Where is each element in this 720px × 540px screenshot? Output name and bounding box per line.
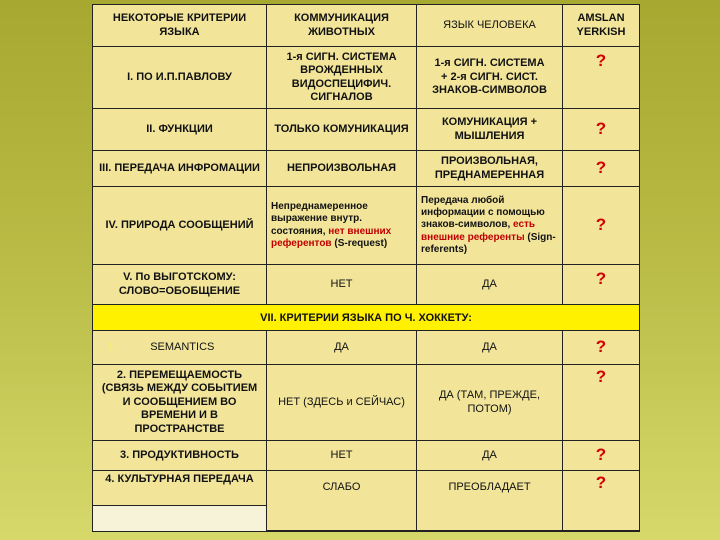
row5-animal: НЕТ (267, 265, 417, 305)
row5-amslan: ? (563, 265, 639, 305)
row1-animal: 1-я СИГН. СИСТЕМА ВРОЖДЕННЫХ ВИДОСПЕЦИФИЧ. СИГНАЛОВ (267, 47, 417, 109)
hockett1-label: SEMANTICS (150, 340, 215, 353)
hockett2-amslan: ? (563, 365, 639, 441)
hockett1-human: ДА (417, 331, 563, 365)
row3-amslan: ? (563, 151, 639, 187)
hockett4-human: ПРЕОБЛАДАЕТ (417, 471, 563, 531)
row3-animal: НЕПРОИЗВОЛЬНАЯ (267, 151, 417, 187)
hockett1-criterion (93, 331, 267, 365)
row4-human-red: есть внешние референты (421, 219, 536, 243)
criteria-table (92, 4, 640, 532)
row2-human: КОМУНИКАЦИЯ + МЫШЛЕНИЯ (417, 109, 563, 151)
row2-animal: ТОЛЬКО КОМУНИКАЦИЯ (267, 109, 417, 151)
row4-human (417, 187, 563, 265)
row4-animal-tag: (S-request) (331, 237, 388, 249)
hockett2-human: ДА (ТАМ, ПРЕЖДЕ, ПОТОМ) (417, 365, 563, 441)
row1-human (417, 47, 563, 109)
row4-human-text: Передача любой информации с помощью знаков-символов, (421, 195, 545, 231)
header-amslan: AMSLAN YERKISH (563, 5, 639, 47)
row1-human-line2: + 2-я СИГН. СИСТ. (441, 70, 538, 83)
row4-criterion: IV. ПРИРОДА СООБЩЕНИЙ (93, 187, 267, 265)
header-criteria: НЕКОТОРЫЕ КРИТЕРИИ ЯЗЫКА (93, 5, 267, 47)
hockett3-amslan: ? (563, 441, 639, 471)
row3-human: ПРОИЗВОЛЬНАЯ, ПРЕДНАМЕРЕННАЯ (417, 151, 563, 187)
row2-amslan: ? (563, 109, 639, 151)
hockett2-animal: НЕТ (ЗДЕСЬ и СЕЙЧАС) (267, 365, 417, 441)
row4-animal (267, 187, 417, 265)
hockett-banner: VII. КРИТЕРИИ ЯЗЫКА ПО Ч. ХОККЕТУ: (93, 305, 639, 331)
row1-human-line1: 1-я СИГН. СИСТЕМА (434, 57, 545, 70)
hockett3-human: ДА (417, 441, 563, 471)
hockett1-amslan: ? (563, 331, 639, 365)
hockett3-criterion: 3. ПРОДУКТИВНОСТЬ (93, 441, 267, 471)
hockett4-animal: СЛАБО (267, 471, 417, 531)
row4-human-tag: (Sign-referents) (421, 231, 556, 255)
row5-criterion: V. По ВЫГОТСКОМУ: СЛОВО=ОБОБЩЕНИЕ (93, 265, 267, 305)
hockett4-amslan: ? (563, 471, 639, 531)
hockett4-criterion: 4. КУЛЬТУРНАЯ ПЕРЕДАЧА (93, 471, 267, 531)
header-human: ЯЗЫК ЧЕЛОВЕКА (417, 5, 563, 47)
row1-amslan: ? (563, 47, 639, 109)
header-animal: КОММУНИКАЦИЯ ЖИВОТНЫХ (267, 5, 417, 47)
hockett3-animal: НЕТ (267, 441, 417, 471)
row4-animal-red: нет внешних референтов (271, 225, 392, 249)
hockett2-criterion: 2. ПЕРЕМЕЩАЕМОСТЬ (СВЯЗЬ МЕЖДУ СОБЫТИЕМ И СООБЩЕНИЕМ ВО ВРЕМЕНИ И В ПРОСТРАНСТВЕ (93, 365, 267, 441)
row1-human-line3: ЗНАКОВ-СИМВОЛОВ (432, 84, 547, 97)
hockett1-number: 1. (107, 340, 117, 353)
row1-criterion: I. ПО И.П.ПАВЛОВУ (93, 47, 267, 109)
hockett1-animal: ДА (267, 331, 417, 365)
row3-criterion: III. ПЕРЕДАЧА ИНФРОМАЦИИ (93, 151, 267, 187)
row4-animal-text: Непреднамеренное выражение внутр. состояния, (271, 201, 368, 237)
row5-human: ДА (417, 265, 563, 305)
row4-amslan: ? (563, 187, 639, 265)
row2-criterion: II. ФУНКЦИИ (93, 109, 267, 151)
empty-cell (93, 505, 266, 531)
